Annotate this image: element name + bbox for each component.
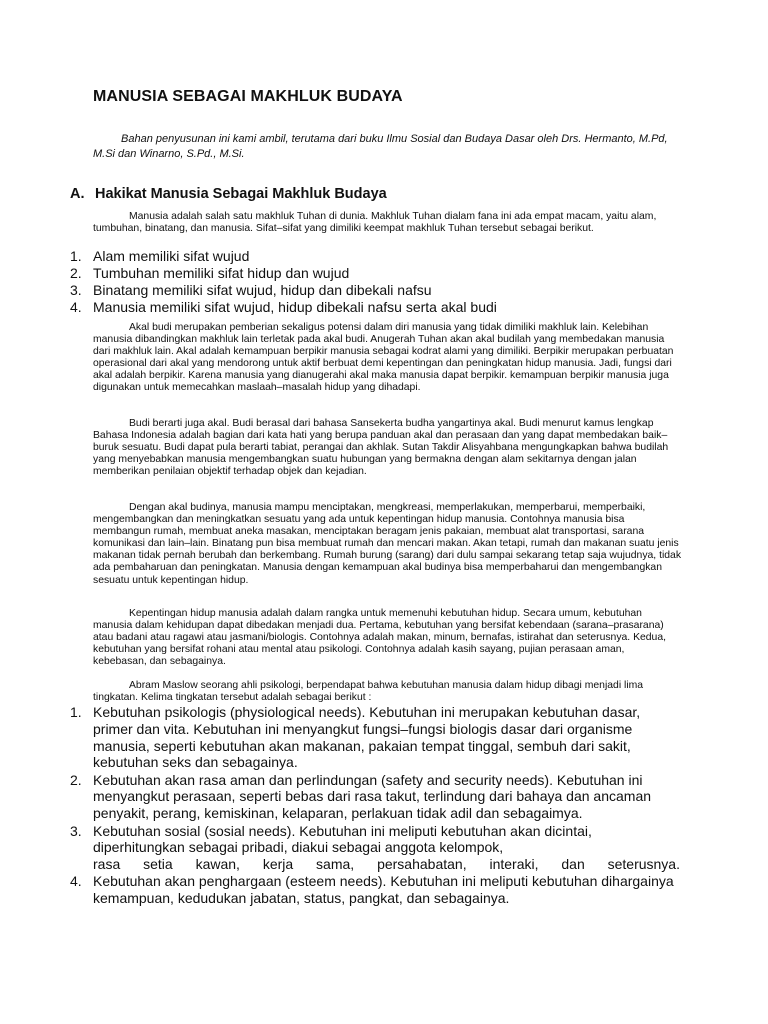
list-item-text-continued: rasa setia kawan, kerja sama, persahabatan, interaki, dan seterusnya. [93,856,680,873]
document-title: MANUSIA SEBAGAI MAKHLUK BUDAYA [93,88,403,105]
list-item [70,282,680,299]
list-number: 2. [70,265,82,281]
list-number: 3. [70,282,82,298]
paragraph-2 [93,322,681,395]
list-item-text: Kebutuhan sosial (sosial needs). Kebutuhan ini meliputi kebutuhan akan dicintai, diperhitungkan sebagai pribadi, diakui sebagai anggota kelompok, [93,822,592,856]
list-item [70,873,680,907]
intro-paragraph [93,132,673,162]
paragraph-3-text: Budi berarti juga akal. Budi berasal dari bahasa Sansekerta budha yangartinya akal. Budi menurut kamus lengkap Bahasa Indonesia adalah bagian dari kata hati yang berupa panduan akal dan perasaan dan yang dapat membedakan baik–buruk sesuatu. Budi dapat pula berarti tabiat, perangai dan akhlak. Sutan Takdir Alisyahbana mengungkapkan bahwa budilah yang menyebabkan manusia mengembangkan suatu hubungan yang bermakna dengan alam sekitarnya dengan jalan memberikan penilaian objektif terhadap objek dan kejadian. [93,418,669,478]
list-item-text: Kebutuhan akan rasa aman dan perlindungan (safety and security needs). Kebutuhan ini menyangkut perasaan, seperti bebas dari rasa takut, terlindung dari bahaya dan ancaman penyakit, perang, kemiskinan, kelaparan, perlakuan tidak adil dan sebagaimya. [93,771,652,822]
list-item-text: Tumbuhan memiliki sifat hidup dan wujud [93,265,350,281]
section-heading [70,186,387,202]
needs-list [70,704,680,908]
intro-text: Bahan penyusunan ini kami ambil, terutama dari buku Ilmu Sosial dan Budaya Dasar oleh Drs. Hermanto, M.Pd, M.Si dan Winarno, S.Pd., M.Si. [93,133,668,160]
list-item [70,299,680,316]
paragraph-1 [93,211,681,235]
paragraph-5 [93,608,681,668]
list-number: 4. [70,299,82,315]
section-letter: A. [70,186,85,202]
paragraph-5-text: Kepentingan hidup manusia adalah dalam rangka untuk memenuhi kebutuhan hidup. Secara umum, kebutuhan manusia dalam kehidupan dapat dibedakan menjadi dua. Pertama, kebutuhan yang bersifat kebendaan (sarana–prasarana) atau badani atau ragawi atau jasmani/biologis. Contohnya adalah makan, minum, bernafas, istirahat dan seterusnya. Kedua, kebutuhan yang bersifat rohani atau mental atau psikologi. Contohnya adalah kasih sayang, pujian perasaan aman, kebebasan, dan sebagainya. [93,608,666,668]
list-number: 1. [70,248,82,264]
paragraph-6-text: Abram Maslow seorang ahli psikologi, berpendapat bahwa kebutuhan manusia dalam hidup dibagi menjadi lima tingkatan. Kelima tingkatan tersebut adalah sebagai berikut : [93,680,644,704]
list-number: 2. [70,771,82,788]
list-number: 3. [70,822,82,839]
list-item [70,823,680,873]
list-item [70,265,680,282]
list-item [70,704,680,771]
list-number: 1. [70,704,82,720]
creature-list [70,248,680,316]
paragraph-1-text: Manusia adalah salah satu makhluk Tuhan di dunia. Makhluk Tuhan dialam fana ini ada empat macam, yaitu alam, tumbuhan, binatang, dan manusia. Sifat–sifat yang dimiliki keempat makhluk Tuhan tersebut sebagai berikut. [93,211,657,235]
paragraph-4-text: Dengan akal budinya, manusia mampu menciptakan, mengkreasi, memperlakukan, memperbarui, memperbaiki, mengembangkan dan meningkatkan sesuatu yang ada untuk kepentingan hidup manusia. Contohnya manusia bisa membangun rumah, membuat aneka masakan, menciptakan beragam jenis pakaian, membuat alat transportasi, sarana komunikasi dan lain–lain. Binatang pun bisa membuat rumah dan mencari makan. Akan tetapi, rumah dan makanan suatu jenis makanan tidak pernah berubah dan berkembang. Rumah burung (sarang) dari dulu sampai sekarang tetap saja wujudnya, tidak ada pembaharuan dan peningkatan. Manusia dengan kemampuan akal budinya bisa memperbaharui dan mengembangkan sesuatu untuk kepentingan hidup. [93,502,682,586]
paragraph-4 [93,502,681,587]
paragraph-2-text: Akal budi merupakan pemberian sekaligus potensi dalam diri manusia yang tidak dimiliki makhluk lain. Kelebihan manusia dibandingkan makhluk lain terletak pada akal budi. Anugerah Tuhan akan akal budilah yang membedakan manusia dari makhluk lain. Akal adalah kemampuan berpikir manusia sebagai kodrat alami yang dimiliki. Berpikir merupakan perbuatan operasional dari akal yang mendorong untuk aktif berbuat demi kepentingan dan peningkatan hidup manusia. Jadi, fungsi dari akal adalah berpikir. Karena manusia yang dianugerahi akal maka manusia dapat berpikir. kemampuan berpikir manusia juga digunakan untuk memecahkan maslaah–masalah hidup yang dihadapi. [93,322,674,394]
list-item-text: Alam memiliki sifat wujud [93,248,250,264]
section-heading-text: Hakikat Manusia Sebagai Makhluk Budaya [95,186,387,202]
list-item-text: Binatang memiliki sifat wujud, hidup dan dibekali nafsu [93,282,432,298]
list-number: 4. [70,873,82,890]
list-item-text: Kebutuhan psikologis (physiological needs). Kebutuhan ini merupakan kebutuhan dasar, primer dan vita. Kebutuhan ini menyangkut fungsi–fungsi biologis dasar dari organisme manusia, seperti kebutuhan akan makanan, pakaian tempat tinggal, sembuh dari sakit, kebutuhan seks dan sebagainya. [93,704,641,771]
list-item-text: Manusia memiliki sifat wujud, hidup dibekali nafsu serta akal budi [93,299,497,315]
list-item [70,772,680,822]
paragraph-3 [93,418,681,478]
list-item-text: Kebutuhan akan penghargaan (esteem needs). Kebutuhan ini meliputi kebutuhan dihargainya kemampuan, kedudukan jabatan, status, pangkat, dan sebagainya. [93,873,674,907]
list-item [70,248,680,265]
paragraph-6 [93,680,681,704]
